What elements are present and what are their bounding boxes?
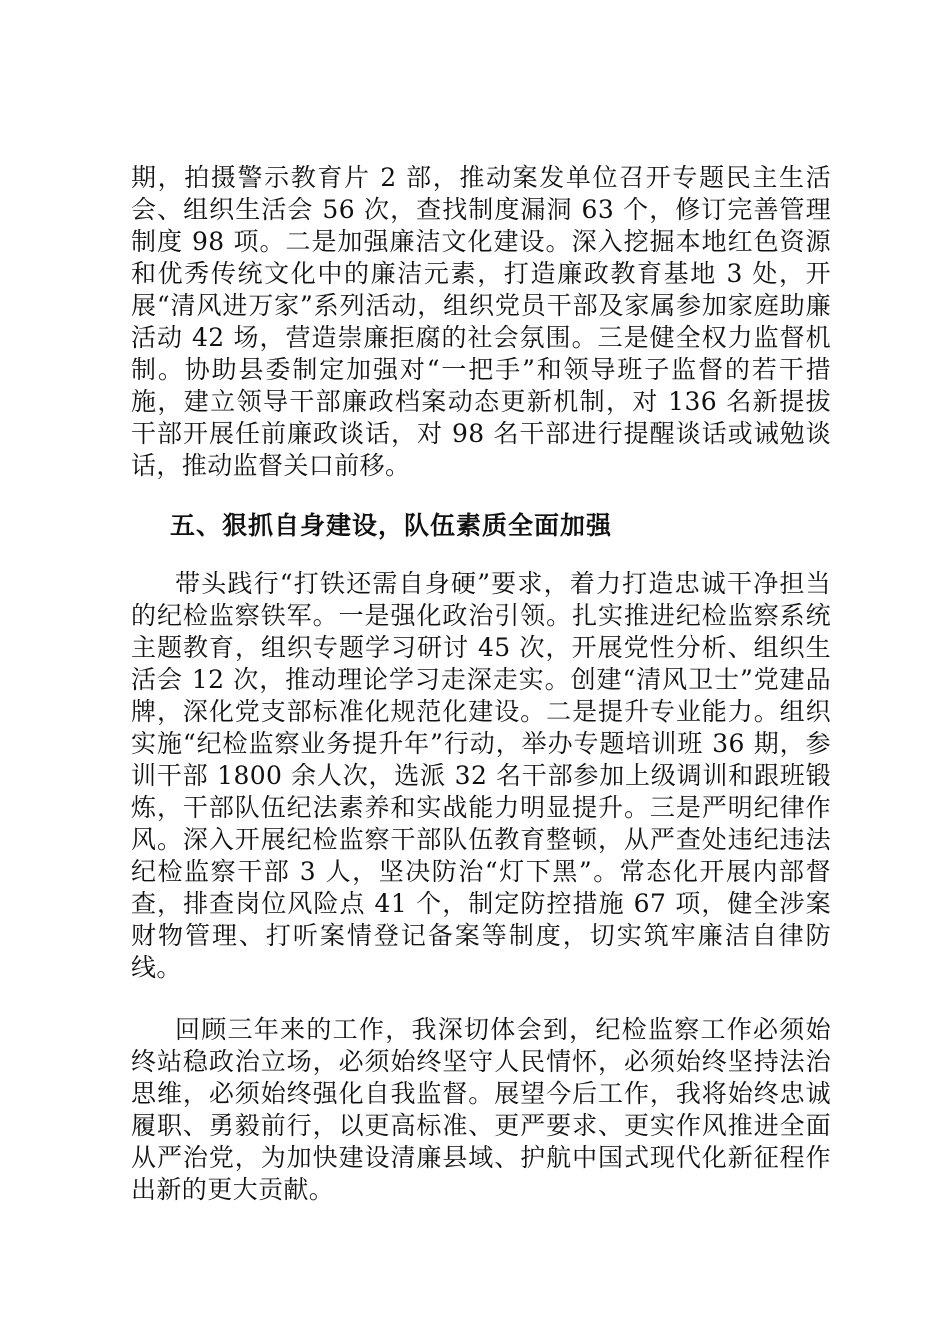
paragraph-continued: 期，拍摄警示教育片 2 部，推动案发单位召开专题民主生活会、组织生活会 56 次，查找制度漏洞 63 个，修订完善管理制度 98 项。二是加强廉洁文化建设。深入挖掘本地红色资源和优秀传统文化中的廉洁元素，打造廉政教育基地 3 处，开展“清风进万家”系列活动，组织党员干部及家属参加家庭助廉活动 42 场，营造崇廉拒腐的社会氛围。三是健全权力监督机制。协助县委制定加强对“一把手”和领导班子监督的若干措施，建立领导干部廉政档案动态更新机制，对 136 名新提拔干部开展任前廉政谈话，对 98 名干部进行提醒谈话或诫勉谈话，推动监督关口前移。 <box>131 163 831 480</box>
paragraph-section-five: 带头践行“打铁还需自身硬”要求，着力打造忠诚干净担当的纪检监察铁军。一是强化政治引领。扎实推进纪检监察系统主题教育，组织专题学习研讨 45 次，开展党性分析、组织生活会 12 次，推动理论学习走深走实。创建“清风卫士”党建品牌，深化党支部标准化规范化建设。二是提升专业能力。组织实施“纪检监察业务提升年”行动，举办专题培训班 36 期，参训干部 1800 余人次，选派 32 名干部参加上级调训和跟班锻炼，干部队伍纪法素养和实战能力明显提升。三是严明纪律作风。深入开展纪检监察干部队伍教育整顿，从严查处违纪违法纪检监察干部 3 人，坚决防治“灯下黑”。常态化开展内部督查，排查岗位风险点 41 个，制定防控措施 67 项，健全涉案财物管理、打听案情登记备案等制度，切实筑牢廉洁自律防线。 <box>131 569 831 982</box>
section-heading: 五、狠抓自身建设，队伍素质全面加强 <box>170 511 613 540</box>
paragraph-conclusion: 回顾三年来的工作，我深切体会到，纪检监察工作必须始终站稳政治立场，必须始终坚守人民情怀，必须始终坚持法治思维，必须始终强化自我监督。展望今后工作，我将始终忠诚履职、勇毅前行，以更高标准、更严要求、更实作风推进全面从严治党，为加快建设清廉县域、护航中国式现代化新征程作出新的更大贡献。 <box>131 1015 831 1204</box>
document-page <box>131 162 831 1206</box>
